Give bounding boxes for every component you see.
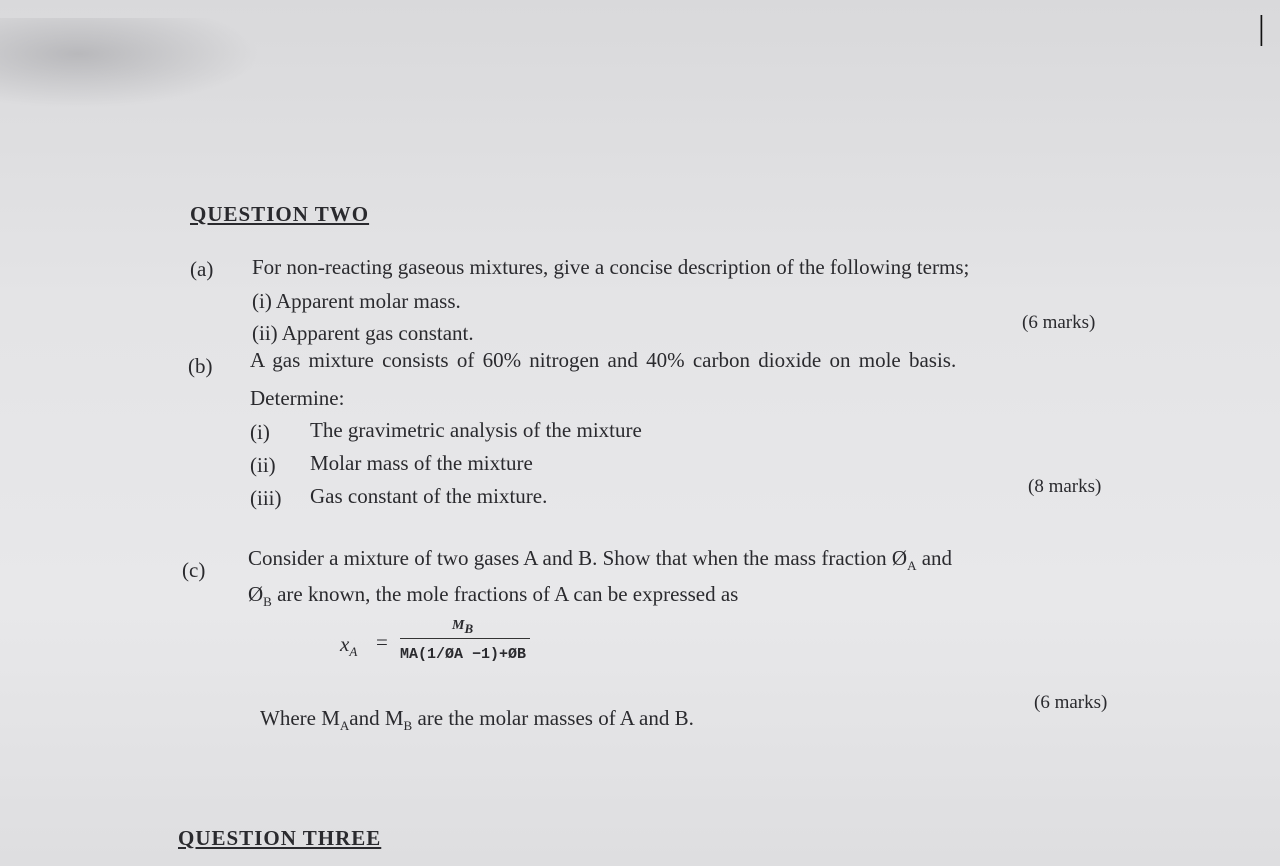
formula-lhs: $x_A$ — [340, 632, 358, 660]
question-two-heading: QUESTION TWO — [190, 202, 370, 226]
part-c-text1: Consider a mixture of two gases A and B. Show that when the mass fraction Ø — [248, 546, 908, 570]
part-b-marks: (8 marks) — [1028, 476, 1102, 497]
part-a-item-ii: (ii) Apparent gas constant. — [252, 321, 474, 345]
part-c-text2: are known, the mole fractions of A can be expressed as — [271, 582, 739, 606]
phi-b-subscript: B — [263, 594, 272, 610]
formula-equals: = — [376, 630, 388, 654]
part-c-label: (c) — [182, 558, 206, 582]
part-b-text: A gas mixture consists of 60% nitrogen and 40% carbon dioxide on mole basis. — [250, 348, 957, 372]
phi-a-subscript: A — [907, 558, 917, 574]
part-a-label: (a) — [190, 257, 214, 281]
part-c-and: and — [916, 546, 953, 570]
part-b-item-num: (i) — [250, 420, 270, 444]
formula-denominator: MA(1/ØA −1)+ØB — [400, 646, 527, 663]
part-a-text: For non-reacting gaseous mixtures, give a concise description of the following terms; — [252, 255, 970, 279]
part-c-text-line1 — [248, 546, 952, 574]
part-b-item-num: (ii) — [250, 453, 276, 477]
question-three-heading: QUESTION THREE — [178, 826, 382, 850]
scan-smudge — [0, 18, 260, 108]
part-c-where: Where $M_Aand$ $M_B$ are the molar masses of A and B. — [260, 706, 694, 734]
fraction-bar — [400, 638, 530, 639]
part-a-item-i: (i) Apparent molar mass. — [252, 289, 461, 313]
formula-numerator: $M_B$ — [452, 618, 474, 636]
part-c-text-line2 — [248, 582, 738, 610]
mole-fraction-formula — [340, 618, 540, 688]
part-b-determine: Determine: — [250, 386, 345, 410]
part-a-marks: (6 marks) — [1022, 312, 1096, 333]
part-b-item-text: The gravimetric analysis of the mixture — [310, 418, 642, 442]
part-b-item-num: (iii) — [250, 486, 282, 510]
part-b-item-text: Gas constant of the mixture. — [310, 484, 548, 508]
phi-b-symbol: Ø — [248, 582, 264, 606]
part-b-label: (b) — [188, 354, 213, 378]
part-b-item-text: Molar mass of the mixture — [310, 451, 533, 475]
corner-mark: | — [1258, 10, 1265, 47]
part-c-marks: (6 marks) — [1034, 692, 1108, 713]
